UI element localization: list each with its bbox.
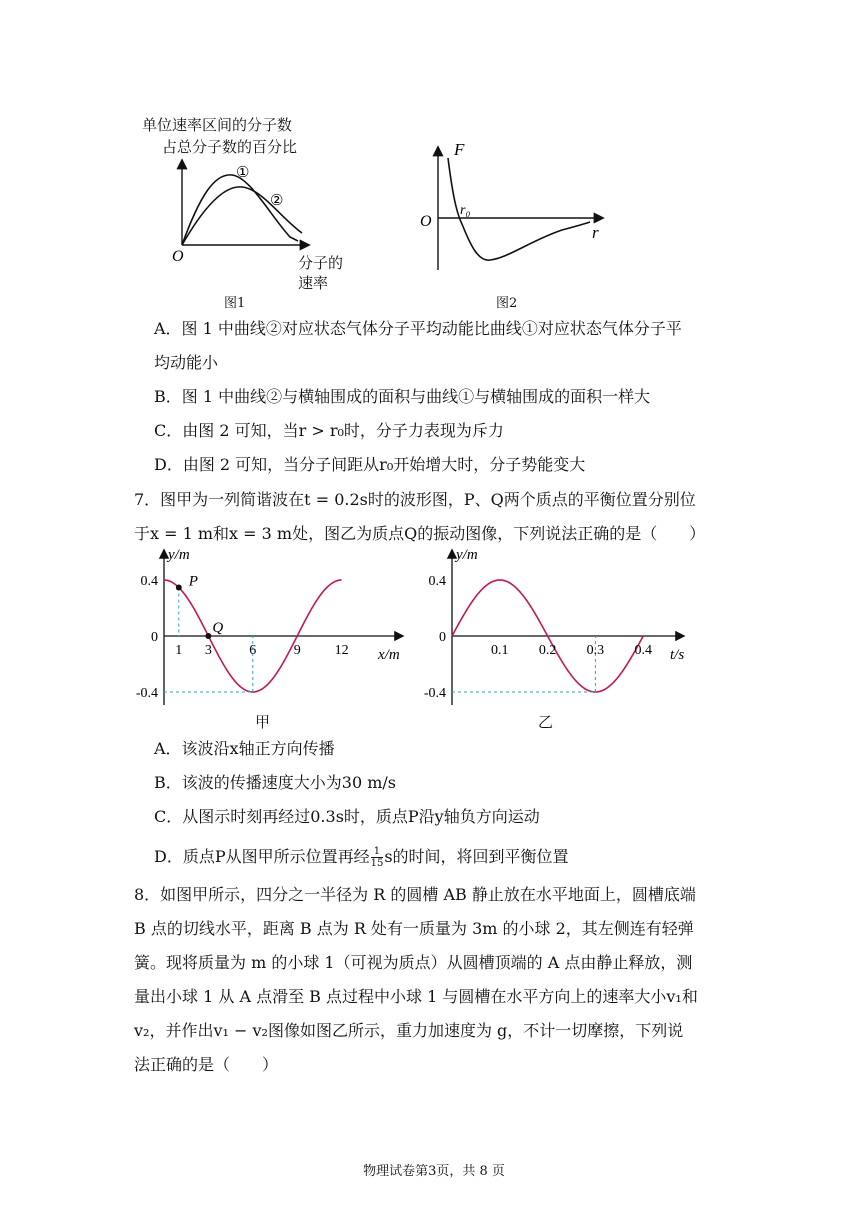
jia-x-tick-label: 1 xyxy=(175,643,183,658)
fig2-ylabel: F xyxy=(454,140,465,159)
fig2-xlabel: r xyxy=(592,223,599,242)
q7-option-b: B．该波的传播速度大小为30 m/s xyxy=(154,773,396,792)
q7-option-c: C．从图示时刻再经过0.3s时，质点P沿y轴负方向运动 xyxy=(154,807,540,826)
q7-stem-line2: 于x = 1 m和x = 3 m处，图乙为质点Q的振动图像，下列说法正确的是（ ） xyxy=(134,524,706,543)
jia-y-tick-label: -0.4 xyxy=(135,686,158,701)
page-footer: 物理试卷第3页，共 8 页 xyxy=(363,1164,505,1179)
q7-option-d-pre: D．质点P从图甲所示位置再经 xyxy=(154,847,370,866)
q7-option-d xyxy=(154,846,569,869)
fig1-ylabel-line1: 单位速率区间的分子数 xyxy=(142,116,293,134)
jia-x-tick-label: 3 xyxy=(204,643,212,658)
fig2-r0: r₀ xyxy=(460,203,471,218)
q7-option-d-post: s的时间，将回到平衡位置 xyxy=(384,847,569,866)
q6-option-a-line1: A．图 1 中曲线②对应状态气体分子平均动能比曲线①对应状态气体分子平 xyxy=(154,319,682,338)
yi-x-tick-label: 0.4 xyxy=(634,643,652,658)
fig1-caption: 图1 xyxy=(224,296,246,311)
jia-y-tick-label: 0.4 xyxy=(140,574,158,589)
yi-y-tick-label: 0 xyxy=(439,630,446,645)
q8-line5: v₂，并作出v₁ − v₂图像如图乙所示，重力加速度为 g，不计一切摩擦，下列说 xyxy=(134,1021,684,1040)
jia-ylabel: y/m xyxy=(168,547,190,563)
q6-option-a-line2: 均动能小 xyxy=(154,353,219,372)
fig1-origin: O xyxy=(172,248,184,265)
fig1-xlabel-line1: 分子的 xyxy=(298,254,344,272)
jia-y-tick-label: 0 xyxy=(151,630,158,645)
fig1-plot xyxy=(170,155,360,295)
yi-y-tick-label: 0.4 xyxy=(428,574,446,589)
jia-point-q xyxy=(205,633,211,639)
fig1-xlabel-line2: 速率 xyxy=(298,274,329,292)
jia-x-tick-label: 12 xyxy=(334,643,349,658)
fig1-curve-2 xyxy=(182,187,302,245)
jia-x-tick-label: 9 xyxy=(293,643,301,658)
jia-point-q-label: Q xyxy=(212,620,224,636)
jia-x-tick-label: 6 xyxy=(249,643,257,658)
q7-option-a: A．该波沿x轴正方向传播 xyxy=(154,739,335,758)
q8-line3: 簧。现将质量为 m 的小球 1（可视为质点）从圆槽顶端的 A 点由静止释放，测 xyxy=(134,953,693,972)
yi-xlabel: t/s xyxy=(670,647,685,663)
fig1-ylabel-line2: 占总分子数的百分比 xyxy=(162,138,298,156)
q6-option-b: B．图 1 中曲线②与横轴围成的面积与曲线①与横轴围成的面积一样大 xyxy=(154,387,651,406)
fig2-plot xyxy=(412,140,612,275)
fig2-origin: O xyxy=(420,213,432,230)
yi-x-tick-label: 0.3 xyxy=(586,643,605,658)
yi-x-tick-label: 0.2 xyxy=(538,643,557,658)
fraction-denominator: 15 xyxy=(370,858,384,869)
yi-x-tick-label: 0.1 xyxy=(491,643,509,658)
q7-option-d-fraction xyxy=(371,846,384,869)
fig2-caption: 图2 xyxy=(496,296,518,311)
q7-stem-line1: 7．图甲为一列简谐波在t = 0.2s时的波形图，P、Q两个质点的平衡位置分别位 xyxy=(134,490,696,509)
graph-yi-caption: 乙 xyxy=(538,713,554,731)
q8-line6: 法正确的是（ ） xyxy=(134,1055,279,1074)
jia-point-p-label: P xyxy=(188,573,198,590)
graph-yi xyxy=(418,545,698,715)
jia-point-p xyxy=(176,585,182,591)
q6-option-d: D．由图 2 可知，当分子间距从r₀开始增大时，分子势能变大 xyxy=(154,455,586,474)
q8-line4: 量出小球 1 从 A 点滑至 B 点过程中小球 1 与圆槽在水平方向上的速率大小v₁和 xyxy=(134,987,698,1006)
fraction-numerator: 1 xyxy=(371,846,384,858)
q8-line2: B 点的切线水平，距离 B 点为 R 处有一质量为 3m 的小球 2，其左侧连有轻弹 xyxy=(134,919,694,938)
q8-line1: 8．如图甲所示，四分之一半径为 R 的圆槽 AB 静止放在水平地面上，圆槽底端 xyxy=(134,885,696,904)
graph-jia-caption: 甲 xyxy=(255,713,271,731)
yi-y-tick-label: -0.4 xyxy=(423,686,446,701)
jia-xlabel: x/m xyxy=(378,647,400,663)
yi-ylabel: y/m xyxy=(456,547,478,563)
fig1-curve-1 xyxy=(182,175,298,245)
fig1-curve2-label: ② xyxy=(270,193,284,209)
fig1-curve1-label: ① xyxy=(236,165,250,181)
graph-jia xyxy=(130,545,410,715)
q6-option-c: C．由图 2 可知，当r > r₀时，分子力表现为斥力 xyxy=(154,421,504,440)
